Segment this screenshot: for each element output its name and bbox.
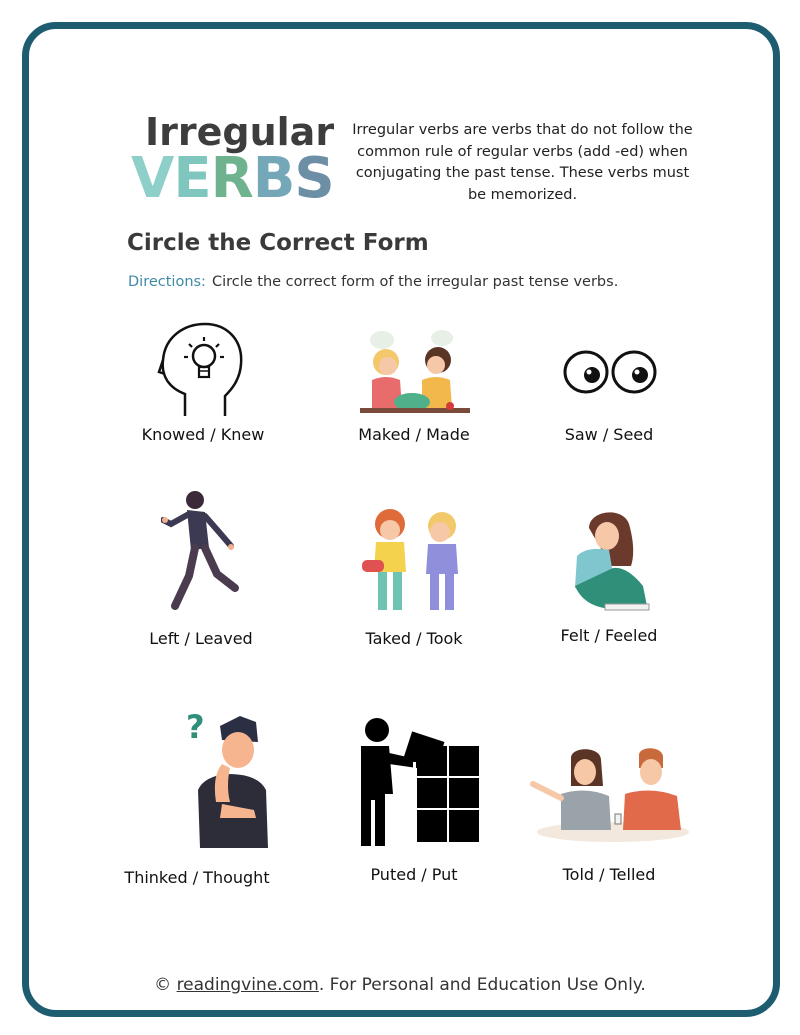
logo-title-verbs <box>131 148 334 210</box>
worksheet-item <box>330 508 500 618</box>
thinking-man-icon <box>182 706 272 848</box>
logo-letter: E <box>173 146 211 211</box>
talking-couple-icon <box>527 748 693 846</box>
footer-site-link[interactable]: readingvine.com <box>176 975 319 995</box>
choice-label: Saw / Seed <box>564 425 654 444</box>
footer <box>0 975 800 995</box>
worksheet-item <box>117 320 287 418</box>
logo-letter: B <box>252 146 295 211</box>
kids-toy-icon <box>360 508 470 618</box>
svg-text:?: ? <box>186 708 205 746</box>
directions-text: Circle the correct form of the irregular past tense verbs. <box>211 274 619 290</box>
running-man-icon <box>161 490 245 614</box>
logo-letter: R <box>210 146 253 211</box>
kids-cooking-icon <box>360 328 470 418</box>
logo <box>131 110 335 211</box>
worksheet-item <box>525 348 695 396</box>
head-lightbulb-icon <box>157 320 247 418</box>
eyes-icon <box>560 348 660 396</box>
sad-girl-icon <box>567 506 653 618</box>
choice-label: Left / Leaved <box>149 629 253 648</box>
logo-letter: V <box>131 146 174 211</box>
intro-text: Irregular verbs are verbs that do not follow the common rule of regular verbs (add -ed) when conjugating the past tense. These verbs must be memorized. <box>352 122 693 203</box>
logo-letter: S <box>294 146 334 211</box>
copyright-prefix: © <box>154 975 177 995</box>
directions <box>128 274 618 290</box>
choice-label: Taked / Took <box>365 629 463 648</box>
logo-title-irregular: Irregular <box>145 110 335 154</box>
section-title: Circle the Correct Form <box>127 230 429 256</box>
directions-label: Directions: <box>128 274 206 290</box>
footer-notice: . For Personal and Education Use Only. <box>318 975 646 995</box>
worksheet-item <box>142 706 312 848</box>
choice-label: Told / Telled <box>562 865 656 884</box>
choice-label: Thinked / Thought <box>124 868 270 887</box>
worksheet-item <box>330 716 500 848</box>
worksheet-item <box>330 328 500 418</box>
worksheet-item <box>525 506 695 618</box>
choice-label: Maked / Made <box>358 425 470 444</box>
choice-label: Puted / Put <box>370 865 458 884</box>
worksheet-item <box>118 490 288 614</box>
stacking-boxes-icon <box>349 716 481 848</box>
worksheet-item <box>525 748 695 846</box>
choice-label: Felt / Feeled <box>560 626 658 645</box>
choice-label: Knowed / Knew <box>141 425 265 444</box>
